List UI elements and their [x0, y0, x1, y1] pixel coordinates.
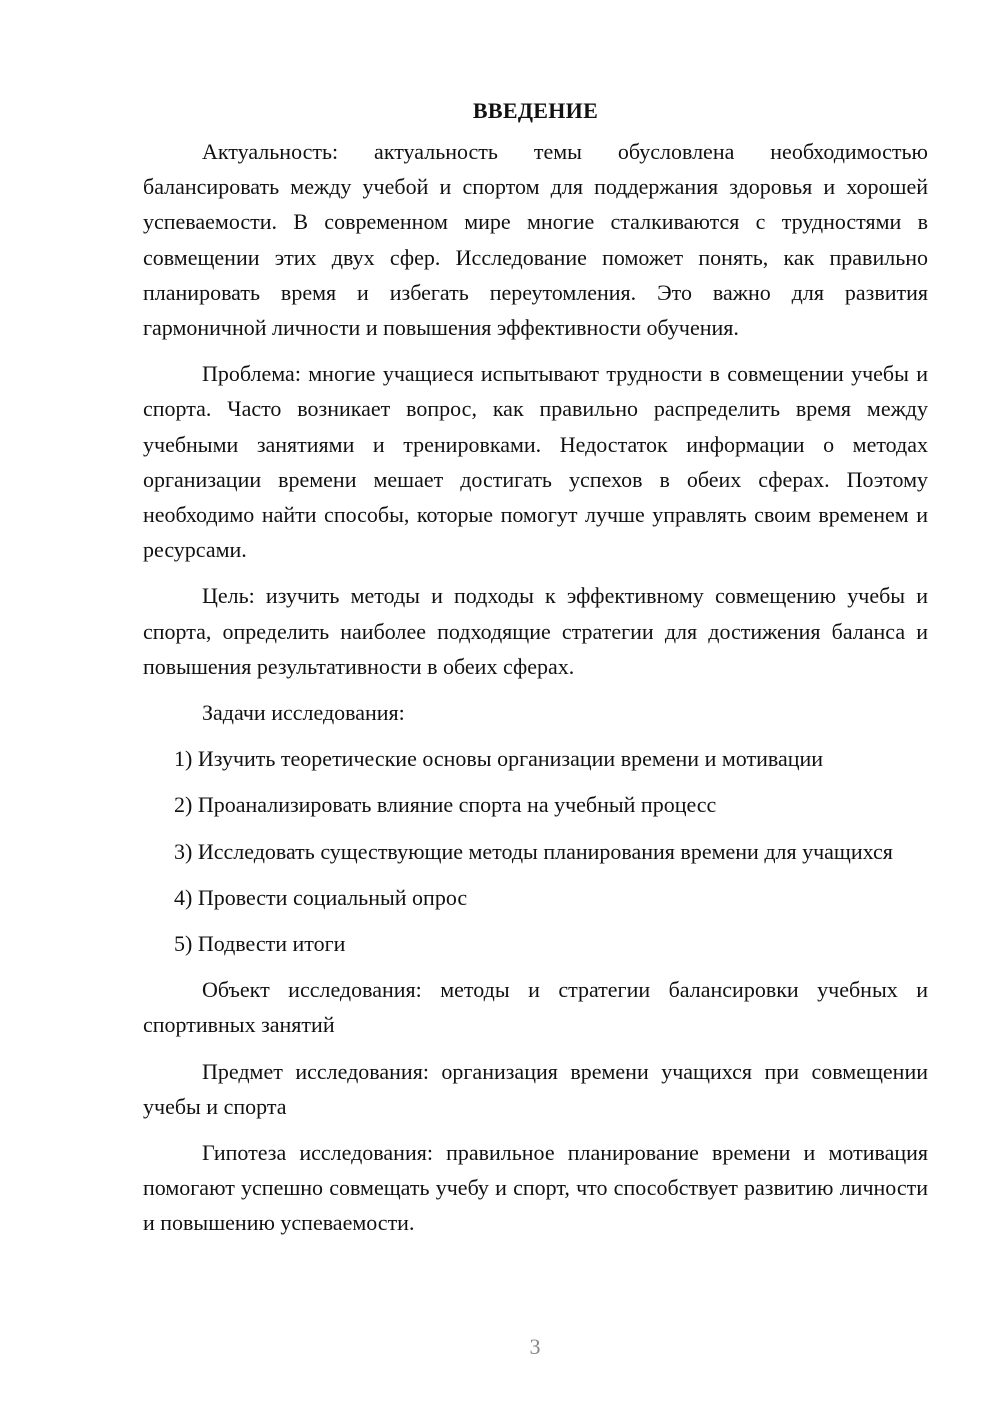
task-item-2: 2) Проанализировать влияние спорта на учебный процесс [174, 792, 717, 818]
object-paragraph: Объект исследования: методы и стратегии балансировки учебных и спортивных занятий [143, 977, 928, 1038]
page-number: 3 [529, 1334, 541, 1359]
task-item-5: 5) Подвести итоги [174, 931, 346, 957]
problem-paragraph: Проблема: многие учащиеся испытывают трудности в совмещении учебы и спорта. Часто возникает вопрос, как правильно распределить время между учебными занятиями и тренировками. Недостаток информации о методах организации времени мешает достигать успехов в обеих сферах. Поэтому необходимо найти способы, которые помогут лучше управлять своим временем и ресурсами. [143, 361, 928, 563]
section-title: ВВЕДЕНИЕ [472, 98, 599, 123]
hypothesis-paragraph: Гипотеза исследования: правильное планирование времени и мотивация помогают успешно совмещать учебу и спорт, что способствует развитию личности и повышению успеваемости. [143, 1140, 928, 1236]
goal-paragraph: Цель: изучить методы и подходы к эффективному совмещению учебы и спорта, определить наиболее подходящие стратегии для достижения баланса и повышения результативности в обеих сферах. [143, 583, 928, 679]
relevance-paragraph: Актуальность: актуальность темы обусловлена необходимостью балансировать между учебой и спортом для поддержания здоровья и хорошей успеваемости. В современном мире многие сталкиваются с трудностями в совмещении этих двух сфер. Исследование поможет понять, как правильно планировать время и избегать переутомления. Это важно для развития гармоничной личности и повышения эффективности обучения. [143, 139, 928, 341]
task-item-3: 3) Исследовать существующие методы планирования времени для учащихся [174, 838, 893, 864]
page-content [143, 93, 928, 1252]
tasks-heading: Задачи исследования: [202, 700, 405, 726]
task-item-4: 4) Провести социальный опрос [174, 884, 468, 910]
subject-paragraph: Предмет исследования: организация времени учащихся при совмещении учебы и спорта [143, 1058, 928, 1119]
task-item-1: 1) Изучить теоретические основы организации времени и мотивации [174, 746, 824, 772]
